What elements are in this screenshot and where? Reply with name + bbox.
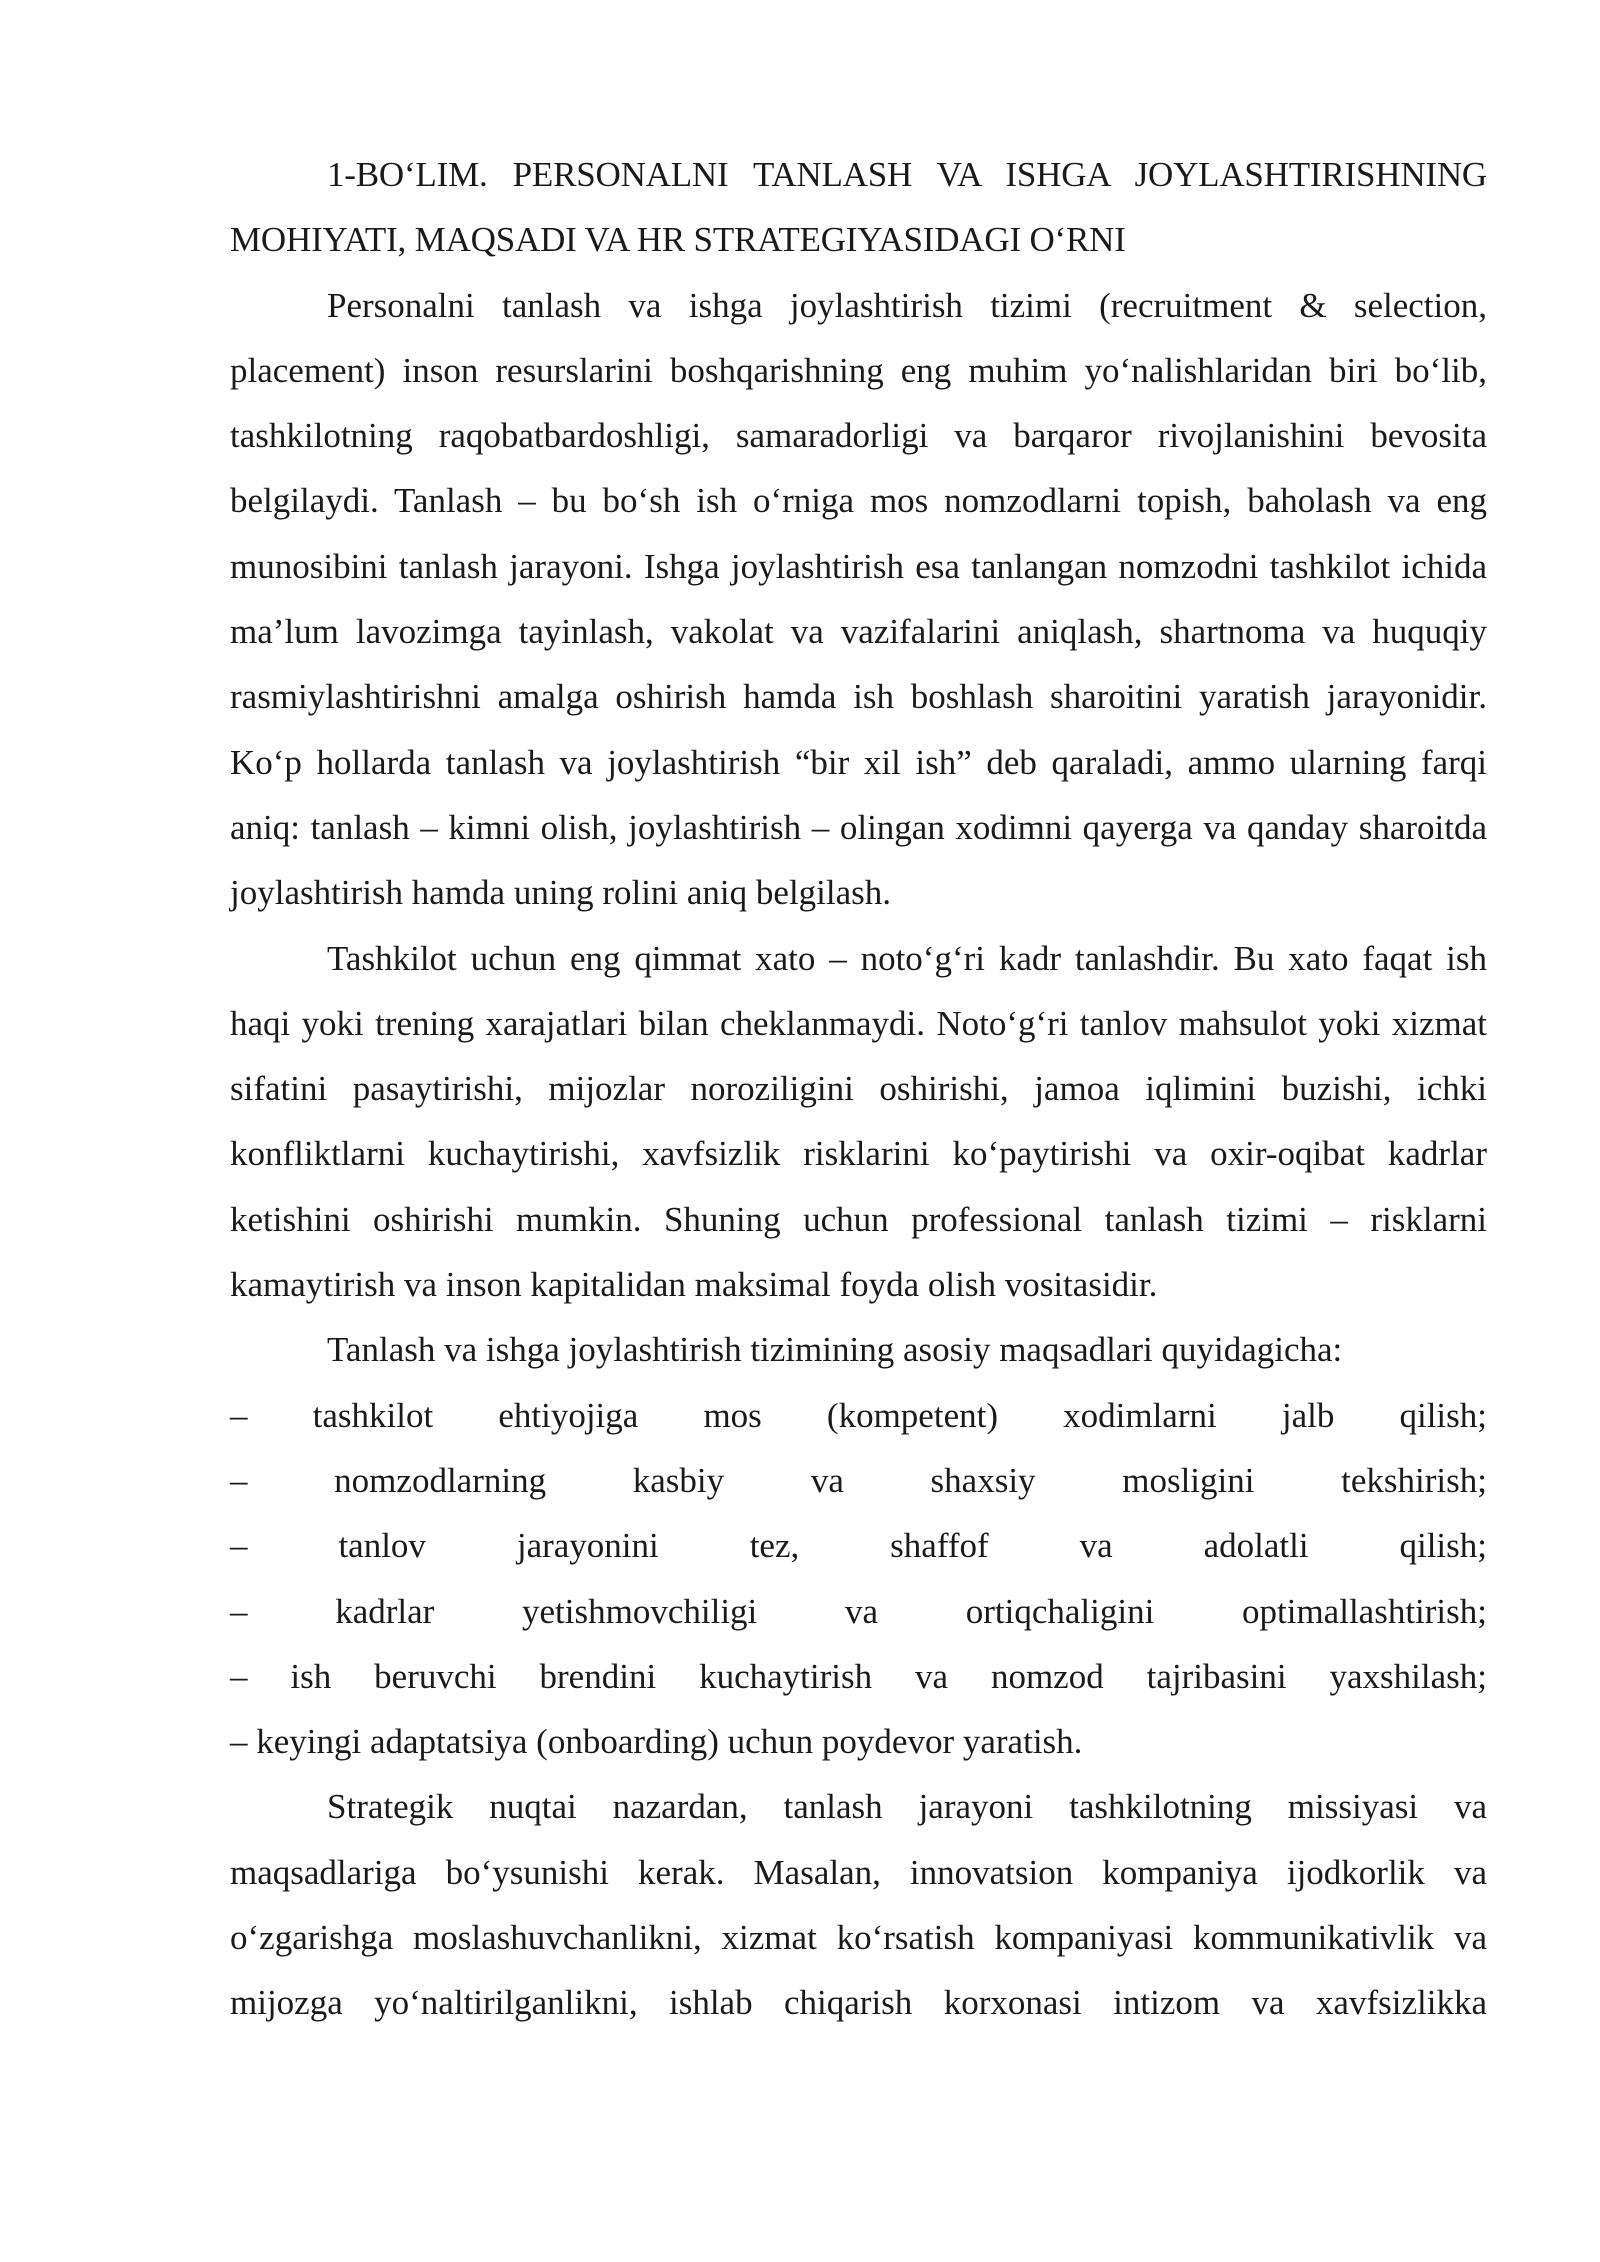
paragraph-risks: Tashkilot uchun eng qimmat xato – noto‘g‘ri kadr tanlashdir. Bu xato faqat ish haqi yoki trening xarajatlari bilan cheklanmaydi. Noto‘g‘ri tanlov mahsulot yoki xizmat sifatini pasaytirishi, mijozlar noroziligini oshirishi, jamoa iqlimini buzishi, ichki konfliktlarni kuchaytirishi, xavfsizlik risklarini ko‘paytirishi va oxir-oqibat kadrlar ketishini oshirishi mumkin. Shuning uchun professional tanlash tizimi – risklarni kamaytirish va inson kapitalidan maksimal foyda olish vositasidir. bbox=[230, 938, 1487, 1305]
list-item: – ish beruvchi brendini kuchaytirish va nomzod tajribasini yaxshilash; bbox=[230, 1656, 1487, 1696]
paragraph-definition: Personalni tanlash va ishga joylashtirish tizimi (recruitment & selection, placement) inson resurslarini boshqarishning eng muhim yo‘nalishlaridan biri bo‘lib, tashkilotning raqobatbardoshligi, samaradorligi va barqaror rivojlanishini bevosita belgilaydi. Tanlash – bu bo‘sh ish o‘rniga mos nomzodlarni topish, baholash va eng munosibini tanlash jarayoni. Ishga joylashtirish esa tanlangan nomzodni tashkilot ichida ma’lum lavozimga tayinlash, vakolat va vazifalarini aniqlash, shartnoma va huquqiy rasmiylashtirishni amalga oshirish hamda ish boshlash sharoitini yaratish jarayonidir. Ko‘p hollarda tanlash va joylashtirish “bir xil ish” deb qaraladi, ammo ularning farqi aniq: tanlash – kimni olish, joylashtirish – olingan xodimni qayerga va qanday sharoitda joylashtirish hamda uning rolini aniq belgilash. bbox=[230, 285, 1487, 913]
document-body bbox=[230, 142, 1487, 2036]
list-item: – tashkilot ehtiyojiga mos (kompetent) xodimlarni jalb qilish; bbox=[230, 1395, 1487, 1435]
paragraph-strategy: Strategik nuqtai nazardan, tanlash jarayoni tashkilotning missiyasi va maqsadlariga bo‘ysunishi kerak. Masalan, innovatsion kompaniya ijodkorlik va o‘zgarishga moslashuvchanlikni, xizmat ko‘rsatish kompaniyasi kommunikativlik va mijozga yo‘naltirilganlikni, ishlab chiqarish korxonasi intizom va xavfsizlikka bbox=[230, 1787, 1487, 2023]
section-heading: 1-BO‘LIM. PERSONALNI TANLASH VA ISHGA JOYLASHTIRISHNING MOHIYATI, MAQSADI VA HR STRATEGIYASIDAGI O‘RNI bbox=[230, 155, 1487, 260]
list-item: – kadrlar yetishmovchiligi va ortiqchaligini optimallashtirish; bbox=[230, 1591, 1487, 1631]
list-item: – tanlov jarayonini tez, shaffof va adolatli qilish; bbox=[230, 1526, 1487, 1566]
list-item: – keyingi adaptatsiya (onboarding) uchun poydevor yaratish. bbox=[230, 1722, 1083, 1762]
goals-list bbox=[230, 1383, 1487, 1775]
paragraph-goals-intro: Tanlash va ishga joylashtirish tizimining asosiy maqsadlari quyidagicha: bbox=[327, 1330, 1343, 1370]
list-item: – nomzodlarning kasbiy va shaxsiy mosligini tekshirish; bbox=[230, 1460, 1487, 1500]
